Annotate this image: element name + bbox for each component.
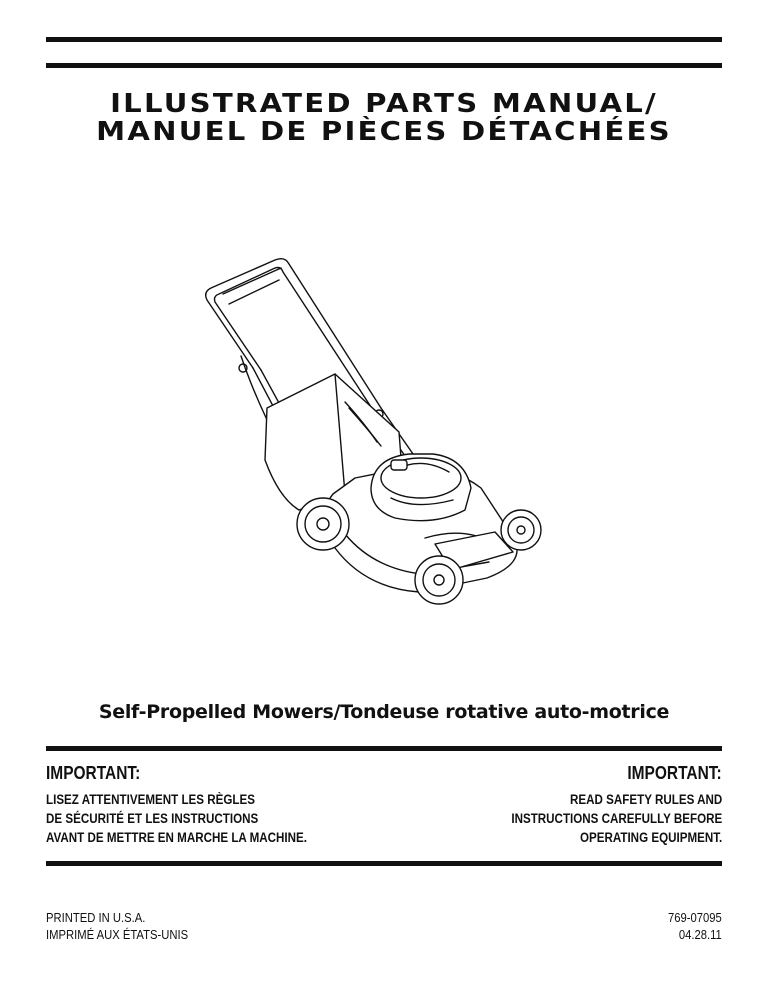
important-heading-en: IMPORTANT: — [627, 763, 722, 783]
bottom-rule — [46, 861, 722, 866]
important-heading-fr: IMPORTANT: — [46, 763, 141, 783]
important-fr-line-3: AVANT DE METTRE EN MARCHE LA MACHINE. — [46, 830, 308, 845]
title-line-2: MANUEL DE PIÈCES DÉTACHÉES — [96, 117, 672, 147]
important-fr-line-2: DE SÉCURITÉ ET LES INSTRUCTIONS — [46, 811, 259, 826]
printed-fr: IMPRIMÉ AUX ÉTATS-UNIS — [46, 928, 189, 942]
important-en-line-1: READ SAFETY RULES AND — [569, 792, 722, 807]
top-rule-1 — [46, 37, 722, 42]
part-number: 769-07095 — [668, 911, 722, 925]
important-en-line-3: OPERATING EQUIPMENT. — [579, 830, 722, 845]
important-text-fr — [46, 790, 307, 847]
publication-date: 04.28.11 — [679, 928, 722, 942]
top-rule-2 — [46, 63, 722, 68]
important-en-line-2: INSTRUCTIONS CAREFULLY BEFORE — [511, 811, 722, 826]
printed-en: PRINTED IN U.S.A. — [46, 911, 146, 925]
lawn-mower-illustration — [195, 248, 555, 628]
important-text-en — [511, 790, 722, 847]
title-line-1: ILLUSTRATED PARTS MANUAL/ — [110, 89, 658, 119]
product-subtitle: Self-Propelled Mowers/Tondeuse rotative auto-motrice — [98, 701, 670, 723]
important-fr-line-1: LISEZ ATTENTIVEMENT LES RÈGLES — [46, 792, 255, 807]
page-title — [0, 90, 768, 146]
document-id — [668, 910, 722, 944]
middle-rule — [46, 746, 722, 751]
printed-in — [46, 910, 188, 944]
